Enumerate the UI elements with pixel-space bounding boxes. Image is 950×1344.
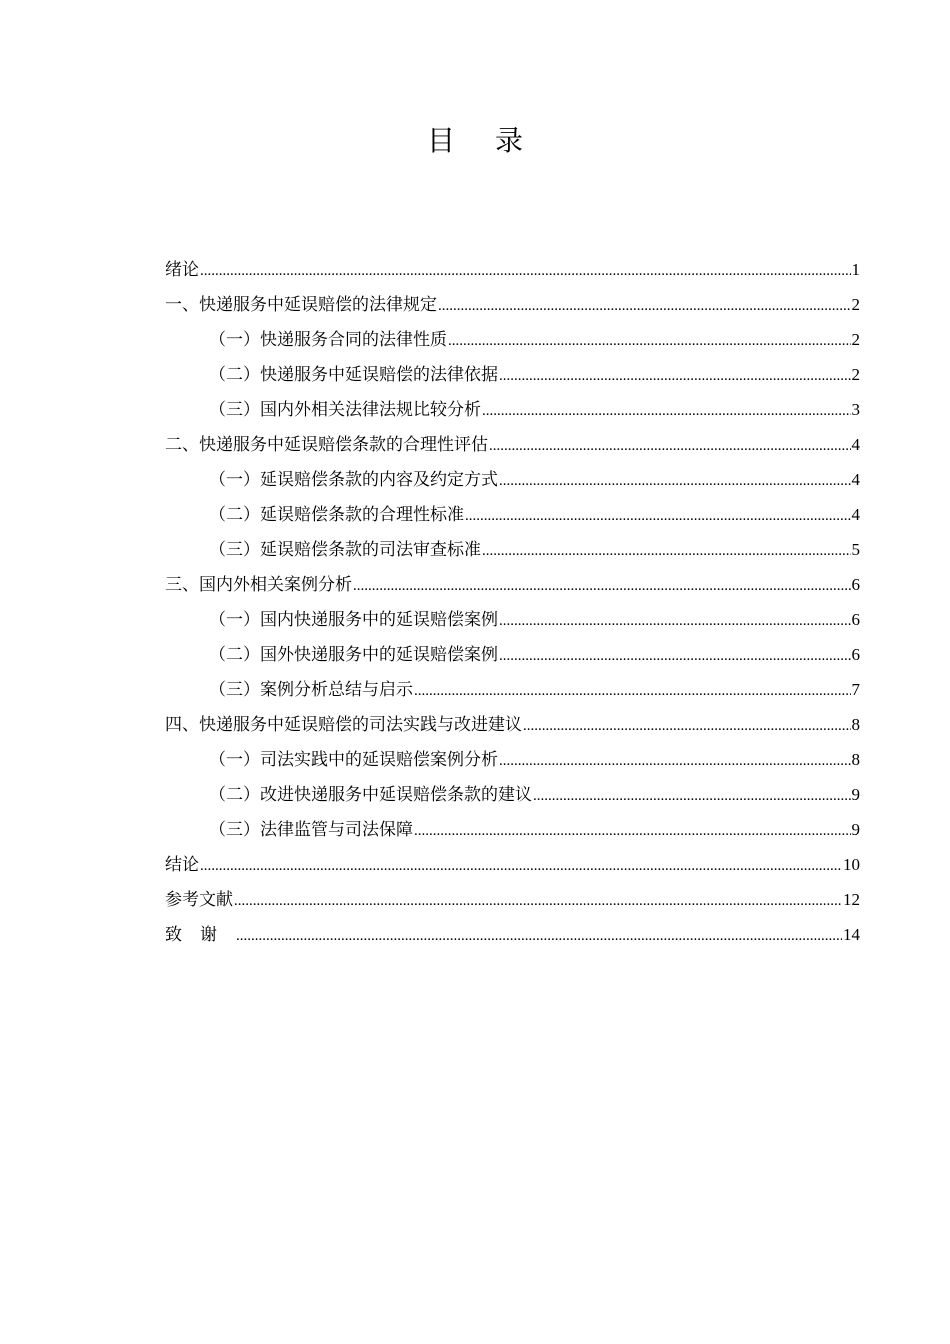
dot-leader bbox=[499, 639, 851, 674]
dot-leader bbox=[353, 569, 851, 604]
toc-entry-title: （二）改进快递服务中延误赔偿条款的建议 bbox=[209, 785, 532, 805]
toc-entry[interactable] bbox=[165, 742, 860, 777]
toc-entry[interactable] bbox=[165, 637, 860, 672]
toc-entry[interactable] bbox=[165, 252, 860, 287]
dot-leader bbox=[523, 709, 851, 744]
toc-entry-title: （一）快递服务合同的法律性质 bbox=[209, 330, 447, 350]
toc-page-number: 9 bbox=[851, 820, 860, 839]
toc-entry[interactable] bbox=[165, 917, 860, 952]
toc-entry-title: 三、国内外相关案例分析 bbox=[165, 575, 352, 595]
toc-entry-title: 参考文献 bbox=[165, 890, 233, 910]
toc-entry[interactable] bbox=[165, 357, 860, 392]
toc-page-number: 2 bbox=[851, 295, 860, 314]
toc-entry-title: 结论 bbox=[165, 855, 199, 875]
toc-page-number: 6 bbox=[851, 610, 860, 629]
toc-page-number: 4 bbox=[851, 505, 860, 524]
toc-entry-title: （一）司法实践中的延误赔偿案例分析 bbox=[209, 750, 498, 770]
toc-entry[interactable] bbox=[165, 812, 860, 847]
dot-leader bbox=[200, 849, 842, 884]
dot-leader bbox=[448, 324, 851, 359]
toc-entry-title: 致谢 bbox=[165, 925, 235, 945]
dot-leader bbox=[499, 604, 851, 639]
toc-entry-title: 四、快递服务中延误赔偿的司法实践与改进建议 bbox=[165, 715, 522, 735]
toc-page-number: 2 bbox=[851, 330, 860, 349]
toc-page-number: 8 bbox=[851, 715, 860, 734]
toc-page-number: 7 bbox=[851, 680, 860, 699]
toc-page-number: 9 bbox=[851, 785, 860, 804]
toc-entry-title: （一）国内快递服务中的延误赔偿案例 bbox=[209, 610, 498, 630]
toc-entry[interactable] bbox=[165, 847, 860, 882]
toc-entry-title: 一、快递服务中延误赔偿的法律规定 bbox=[165, 295, 437, 315]
dot-leader bbox=[499, 464, 851, 499]
toc-page-number: 14 bbox=[843, 925, 860, 944]
toc-entry-title: （三）案例分析总结与启示 bbox=[209, 680, 413, 700]
dot-leader bbox=[482, 534, 851, 569]
toc-entry-title: （三）延误赔偿条款的司法审查标准 bbox=[209, 540, 481, 560]
table-of-contents bbox=[165, 252, 860, 952]
dot-leader bbox=[482, 394, 851, 429]
toc-entry[interactable] bbox=[165, 322, 860, 357]
toc-entry-title: 绪论 bbox=[165, 260, 199, 280]
toc-entry[interactable] bbox=[165, 707, 860, 742]
dot-leader bbox=[414, 814, 851, 849]
toc-page-number: 6 bbox=[851, 645, 860, 664]
toc-entry[interactable] bbox=[165, 287, 860, 322]
dot-leader bbox=[236, 919, 842, 954]
toc-entry-title: （三）法律监管与司法保障 bbox=[209, 820, 413, 840]
dot-leader bbox=[499, 744, 851, 779]
toc-entry[interactable] bbox=[165, 532, 860, 567]
toc-entry[interactable] bbox=[165, 497, 860, 532]
dot-leader bbox=[533, 779, 851, 814]
toc-entry[interactable] bbox=[165, 882, 860, 917]
toc-entry[interactable] bbox=[165, 777, 860, 812]
toc-entry-title: （一）延误赔偿条款的内容及约定方式 bbox=[209, 470, 498, 490]
toc-entry[interactable] bbox=[165, 567, 860, 602]
dot-leader bbox=[465, 499, 851, 534]
toc-page-number: 2 bbox=[851, 365, 860, 384]
dot-leader bbox=[234, 884, 842, 919]
dot-leader bbox=[200, 254, 851, 289]
toc-entry-title: （二）延误赔偿条款的合理性标准 bbox=[209, 505, 464, 525]
toc-entry[interactable] bbox=[165, 602, 860, 637]
toc-page-number: 4 bbox=[851, 435, 860, 454]
dot-leader bbox=[438, 289, 851, 324]
toc-entry-title: （二）国外快递服务中的延误赔偿案例 bbox=[209, 645, 498, 665]
toc-page-number: 1 bbox=[851, 260, 860, 279]
dot-leader bbox=[499, 359, 851, 394]
toc-entry-title: （三）国内外相关法律法规比较分析 bbox=[209, 400, 481, 420]
toc-entry-title: （二）快递服务中延误赔偿的法律依据 bbox=[209, 365, 498, 385]
toc-page-number: 12 bbox=[843, 890, 860, 909]
page-title: 目录 bbox=[426, 124, 563, 157]
dot-leader bbox=[414, 674, 851, 709]
dot-leader bbox=[489, 429, 851, 464]
toc-entry[interactable] bbox=[165, 427, 860, 462]
toc-page-number: 5 bbox=[851, 540, 860, 559]
toc-entry-title: 二、快递服务中延误赔偿条款的合理性评估 bbox=[165, 435, 488, 455]
toc-page-number: 8 bbox=[851, 750, 860, 769]
toc-page-number: 10 bbox=[843, 855, 860, 874]
toc-page-number: 4 bbox=[851, 470, 860, 489]
toc-entry[interactable] bbox=[165, 672, 860, 707]
toc-entry[interactable] bbox=[165, 462, 860, 497]
toc-entry[interactable] bbox=[165, 392, 860, 427]
toc-page-number: 3 bbox=[851, 400, 860, 419]
toc-page-number: 6 bbox=[851, 575, 860, 594]
